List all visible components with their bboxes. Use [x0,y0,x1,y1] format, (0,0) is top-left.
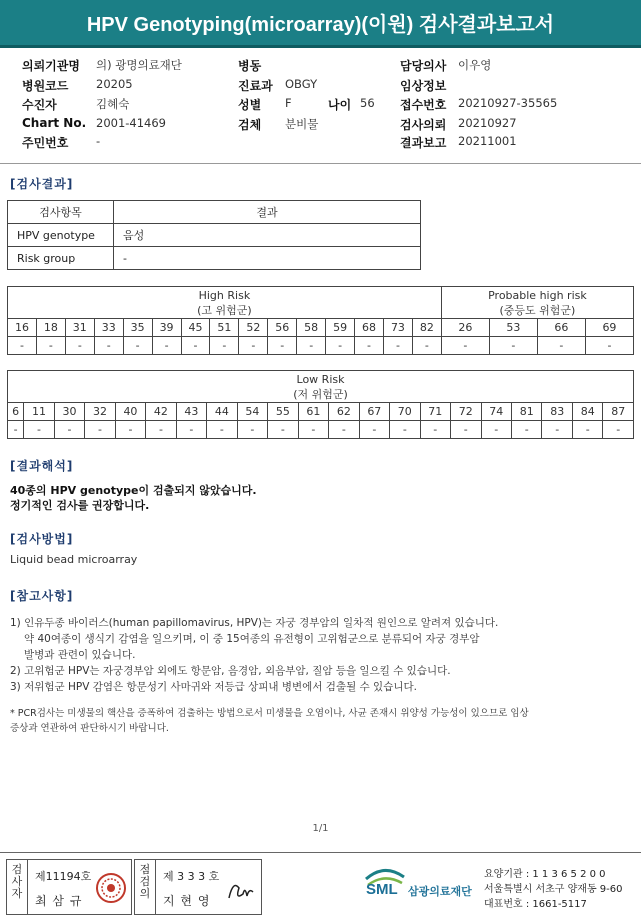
hpv-type-cell: 6 [8,403,24,421]
pcr-note-2: 증상과 연관하여 판단하시기 바랍니다. [10,723,169,734]
hpv-result-cell: - [239,337,268,355]
high-risk-sublabel: (고 위험군) [197,303,252,317]
probable-risk-label: Probable high risk [488,288,587,302]
patient-name-label: 수진자 [22,98,57,112]
high-risk-group-cell [8,287,442,319]
hpv-type-cell: 71 [420,403,450,421]
chart-no-label: Chart No. [22,116,87,130]
hpv-type-cell: 52 [239,319,268,337]
hpv-result-cell: - [210,337,239,355]
clinical-info-label: 임상정보 [400,79,447,93]
low-risk-group-cell [8,371,634,403]
hpv-result-cell: - [8,337,37,355]
hpv-type-cell: 16 [8,319,37,337]
hospital-name-value: 의) 광명의료재단 [96,58,182,72]
receipt-no-label: 접수번호 [400,98,447,112]
specimen-label: 검체 [238,118,262,132]
reviewer-stamp-box [134,859,262,915]
org-phone: 대표번호 : 1661-5117 [484,899,587,910]
inspector-stamp-box [6,859,132,915]
org-code: 요양기관 : 1 1 3 6 5 2 0 0 [484,869,606,880]
hpv-type-cell: 66 [537,319,585,337]
low-risk-label: Low Risk [296,372,345,386]
low-risk-sublabel: (저 위험군) [293,387,348,401]
high-risk-results-row [8,337,634,355]
hpv-result-cell: - [537,337,585,355]
hpv-type-cell: 55 [268,403,298,421]
summary-result: - [114,247,421,270]
interpretation-line-1: 40종의 HPV genotype이 검출되지 않았습니다. [10,484,257,497]
low-risk-table [7,370,634,439]
doctor-label: 담당의사 [400,59,447,73]
reviewer-name: 지 현 영 [163,894,211,908]
hpv-result-cell: - [85,421,115,439]
hpv-type-cell: 31 [65,319,94,337]
hpv-result-cell: - [94,337,123,355]
hpv-type-cell: 67 [359,403,389,421]
receipt-no-value: 20210927-35565 [458,96,558,110]
high-risk-label: High Risk [198,288,251,302]
hpv-result-cell: - [36,337,65,355]
table-row [8,247,421,270]
hpv-type-cell: 69 [585,319,633,337]
hpv-type-cell: 81 [512,403,542,421]
report-date-value: 20211001 [458,134,517,148]
hpv-result-cell: - [412,337,441,355]
method-text: Liquid bead microarray [10,553,138,566]
hpv-result-cell: - [420,421,450,439]
hpv-type-cell: 35 [123,319,152,337]
inspector-label: 검사자 [11,863,23,900]
probable-risk-sublabel: (중등도 위험군) [499,303,576,317]
age-label: 나이 [328,98,352,112]
pcr-note-1: * PCR검사는 미생물의 핵산을 증폭하여 검출하는 방법으로서 미생물을 오염이나, 사균 존재시 위양성 가능성이 있으므로 임상 [10,708,529,719]
hpv-type-cell: 58 [297,319,326,337]
reviewer-label: 점검의 [139,863,151,900]
request-date-value: 20210927 [458,116,517,130]
hpv-result-cell: - [326,337,355,355]
ward-label: 병동 [238,59,262,73]
report-date-label: 결과보고 [400,136,447,150]
notes-section-title: [참고사항] [10,589,74,603]
hpv-result-cell: - [441,337,489,355]
note-1c: 발병과 관련이 있습니다. [24,649,136,661]
signature-icon [225,878,257,904]
hospital-code-label: 병원코드 [22,79,69,93]
hpv-type-cell: 42 [146,403,176,421]
hpv-type-cell: 43 [176,403,206,421]
patient-info-header [0,52,641,164]
department-label: 진료과 [238,79,273,93]
hpv-result-cell: - [181,337,210,355]
resident-no-label: 주민번호 [22,136,69,150]
summary-item: HPV genotype [8,224,114,247]
hpv-type-cell: 61 [298,403,328,421]
hpv-type-cell: 18 [36,319,65,337]
doctor-value: 이우영 [458,58,492,72]
hpv-type-cell: 44 [207,403,237,421]
sml-logo-text: SML [366,881,398,898]
hpv-result-cell: - [24,421,54,439]
high-risk-table [7,286,634,355]
hpv-result-cell: - [359,421,389,439]
hpv-result-cell: - [489,337,537,355]
hpv-result-cell: - [268,337,297,355]
hpv-result-cell: - [572,421,602,439]
summary-col-item: 검사항목 [8,201,114,224]
hpv-type-cell: 54 [237,403,267,421]
inspector-name: 최 삼 규 [35,894,83,908]
org-address: 서울특별시 서초구 양재동 9-60 [484,884,623,895]
high-risk-types-row [8,319,634,337]
hpv-type-cell: 68 [355,319,384,337]
summary-header-row [8,201,421,224]
sex-label: 성별 [238,98,262,112]
hpv-result-cell: - [65,337,94,355]
hpv-type-cell: 73 [383,319,412,337]
hpv-type-cell: 87 [603,403,634,421]
summary-col-result: 결과 [114,201,421,224]
table-row [8,224,421,247]
hpv-result-cell: - [585,337,633,355]
hpv-result-cell: - [451,421,481,439]
hpv-result-cell: - [329,421,359,439]
hpv-type-cell: 11 [24,403,54,421]
resident-no-value: - [96,134,101,148]
inspector-license: 제11194호 [35,870,92,883]
sex-value: F [285,96,292,110]
hpv-result-cell: - [123,337,152,355]
hpv-result-cell: - [115,421,145,439]
hpv-result-cell: - [542,421,572,439]
hpv-type-cell: 40 [115,403,145,421]
low-risk-types-row [8,403,634,421]
hpv-type-cell: 39 [152,319,181,337]
org-name: 삼광의료재단 [408,885,472,898]
page-number: 1/1 [312,823,329,834]
hpv-type-cell: 53 [489,319,537,337]
red-seal-icon [95,872,127,904]
hpv-result-cell: - [383,337,412,355]
department-value: OBGY [285,77,318,91]
low-risk-results-row [8,421,634,439]
hpv-type-cell: 51 [210,319,239,337]
note-3: 3) 저위험군 HPV 감염은 항문성기 사마귀와 저등급 상피내 병변에서 검출될 수 있습니다. [10,681,417,693]
hpv-result-cell: - [176,421,206,439]
patient-name-value: 김혜숙 [96,97,130,111]
method-section-title: [검사방법] [10,532,74,546]
hpv-type-cell: 26 [441,319,489,337]
hpv-type-cell: 74 [481,403,511,421]
report-title: HPV Genotyping(microarray)(이원) 검사결과보고서 [0,0,641,48]
hpv-result-cell: - [54,421,84,439]
hpv-result-cell: - [512,421,542,439]
hpv-type-cell: 32 [85,403,115,421]
hpv-result-cell: - [207,421,237,439]
note-1a: 1) 인유두종 바이러스(human papillomavirus, HPV)는 자궁 경부암의 일차적 원인으로 알려져 있습니다. [10,617,499,629]
probable-risk-group-cell [441,287,633,319]
request-date-label: 검사의뢰 [400,118,447,132]
high-risk-group-row [8,287,634,319]
hpv-result-cell: - [268,421,298,439]
age-value: 56 [360,96,375,110]
hpv-type-cell: 82 [412,319,441,337]
hpv-result-cell: - [237,421,267,439]
hpv-type-cell: 56 [268,319,297,337]
hospital-name-label: 의뢰기관명 [22,59,80,73]
hpv-result-cell: - [298,421,328,439]
hpv-result-cell: - [152,337,181,355]
interpretation-section-title: [결과해석] [10,459,74,473]
note-1b: 약 40여종이 생식기 감염을 일으키며, 이 중 15여종의 유전형이 고위험군으로 분류되어 자궁 경부암 [24,633,480,645]
hpv-type-cell: 72 [451,403,481,421]
hpv-type-cell: 45 [181,319,210,337]
summary-result: 음성 [114,224,421,247]
hospital-code-value: 20205 [96,77,133,91]
interpretation-line-2: 정기적인 검사를 권장합니다. [10,499,150,512]
low-risk-group-row [8,371,634,403]
hpv-result-cell: - [355,337,384,355]
hpv-result-cell: - [481,421,511,439]
chart-no-value: 2001-41469 [96,116,166,130]
hpv-result-cell: - [8,421,24,439]
hpv-type-cell: 59 [326,319,355,337]
summary-table [7,200,421,270]
hpv-result-cell: - [297,337,326,355]
hpv-result-cell: - [146,421,176,439]
result-section-title: [검사결과] [10,177,74,191]
hpv-result-cell: - [603,421,634,439]
hpv-type-cell: 84 [572,403,602,421]
hpv-type-cell: 62 [329,403,359,421]
hpv-result-cell: - [390,421,420,439]
hpv-type-cell: 83 [542,403,572,421]
hpv-type-cell: 70 [390,403,420,421]
specimen-value: 분비물 [285,117,319,131]
reviewer-license: 제 3 3 3 호 [163,870,220,883]
report-footer [0,852,641,921]
note-2: 2) 고위험군 HPV는 자궁경부암 외에도 항문암, 음경암, 외음부암, 질암 등을 일으킬 수 있습니다. [10,665,451,677]
hpv-type-cell: 33 [94,319,123,337]
hpv-type-cell: 30 [54,403,84,421]
summary-item: Risk group [8,247,114,270]
